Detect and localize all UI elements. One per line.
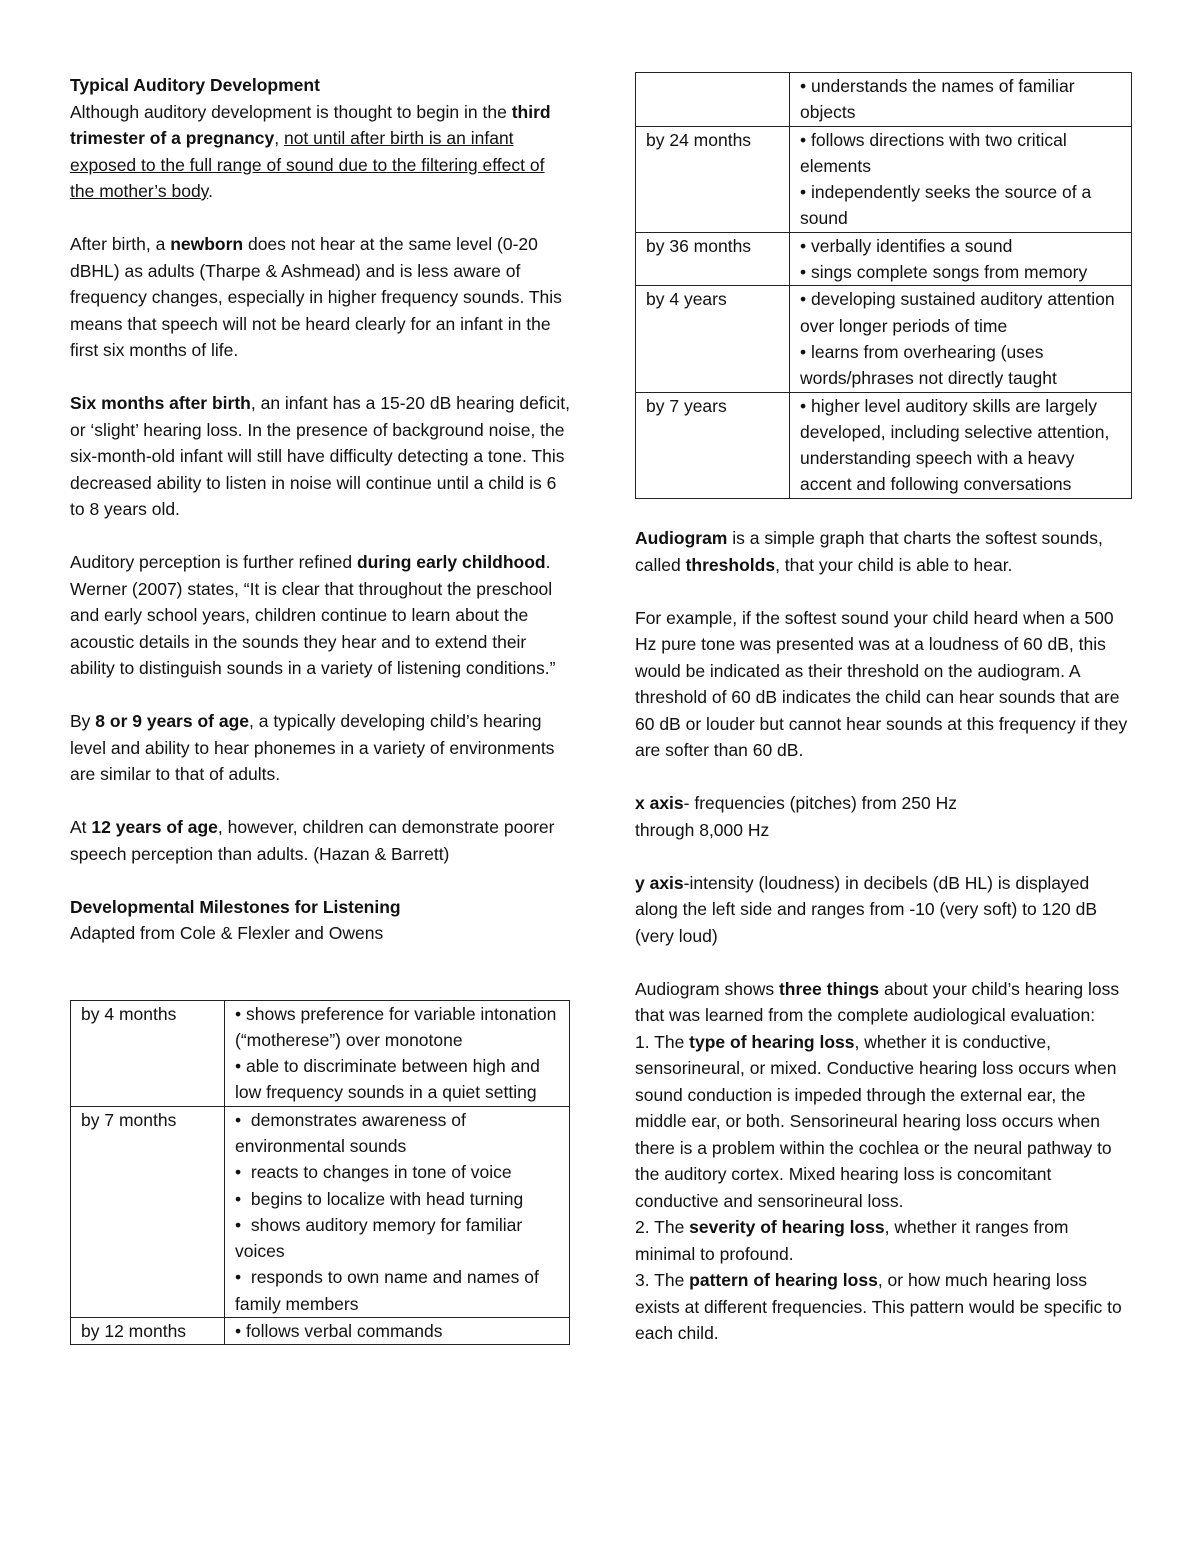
list-item: • follows verbal commands bbox=[235, 1318, 563, 1344]
list-item: • reacts to changes in tone of voice bbox=[235, 1159, 563, 1185]
milestones-cell bbox=[790, 126, 1132, 232]
list-item: • shows preference for variable intonation (“motherese”) over monotone bbox=[235, 1001, 563, 1054]
milestones-cell bbox=[790, 73, 1132, 127]
milestones-cell bbox=[225, 1318, 570, 1345]
age-cell bbox=[636, 73, 790, 127]
list-item-severity: 2. The severity of hearing loss, whether it ranges from minimal to profound. bbox=[635, 1217, 1069, 1264]
list-item: • higher level auditory skills are largely developed, including selective attention, understanding speech with a heavy accent and following conversations bbox=[800, 393, 1125, 498]
milestones-table-part1 bbox=[70, 1000, 570, 1346]
table-row bbox=[71, 1000, 570, 1106]
right-column bbox=[635, 72, 1132, 1347]
paragraph-three-things: Audiogram shows three things about your child’s hearing loss that was learned from the complete audiological evaluation: bbox=[635, 978, 1120, 1026]
milestones-cell bbox=[790, 286, 1132, 392]
paragraph-audiogram: Audiogram is a simple graph that charts the softest sounds, called thresholds, that your child is able to hear. bbox=[635, 528, 1103, 575]
table-row bbox=[636, 73, 1132, 127]
paragraph-prenatal: Although auditory development is thought to begin in the third trimester of a pregnancy, not until after birth is an infant exposed to the full range of sound due to the filtering effect of the mother’s body. bbox=[70, 101, 551, 201]
milestones-cell bbox=[790, 232, 1132, 286]
list-item: • sings complete songs from memory bbox=[800, 259, 1125, 285]
age-cell: by 24 months bbox=[636, 126, 790, 232]
milestones-cell bbox=[790, 392, 1132, 498]
list-item: • independently seeks the source of a sound bbox=[800, 179, 1125, 232]
age-cell: by 7 months bbox=[71, 1106, 225, 1317]
paragraph-x-axis: x axis- frequencies (pitches) from 250 Hz through 8,000 Hz bbox=[635, 793, 957, 840]
age-cell: by 36 months bbox=[636, 232, 790, 286]
paragraph-example: For example, if the softest sound your child heard when a 500 Hz pure tone was presented was at a loudness of 60 dB, this would be indicated as their threshold on the audiogram. A threshold of 60 dB indicates the child can hear sounds that are 60 dB or louder but cannot hear sounds at this frequency if they are softer than 60 dB. bbox=[635, 607, 1128, 761]
age-cell: by 7 years bbox=[636, 392, 790, 498]
list-item-type: 1. The type of hearing loss, whether it is conductive, sensorineural, or mixed. Conductive hearing loss occurs when sound conduction is impeded through the external ear, the middle ear, or both. Sensorineural hearing loss occurs when there is a problem within the cochlea or the neural pathway to the auditory cortex. Mixed hearing loss is concomitant conductive and sensorineural loss. bbox=[635, 1031, 1117, 1211]
milestones-cell bbox=[225, 1106, 570, 1317]
age-cell: by 4 months bbox=[71, 1000, 225, 1106]
table-row bbox=[71, 1318, 570, 1345]
table-row bbox=[636, 126, 1132, 232]
paragraph-12-years: At 12 years of age, however, children can demonstrate poorer speech perception than adults. (Hazan & Barrett) bbox=[70, 817, 555, 864]
list-item: • shows auditory memory for familiar voices bbox=[235, 1212, 563, 1265]
paragraph-8-9-years: By 8 or 9 years of age, a typically developing child’s hearing level and ability to hear phonemes in a variety of environments are similar to that of adults. bbox=[70, 711, 555, 784]
list-item: • demonstrates awareness of environmental sounds bbox=[235, 1107, 563, 1160]
left-column bbox=[70, 72, 570, 1345]
age-cell: by 12 months bbox=[71, 1318, 225, 1345]
list-item: • understands the names of familiar objects bbox=[800, 73, 1125, 126]
milestones-cell bbox=[225, 1000, 570, 1106]
list-item: • learns from overhearing (uses words/phrases not directly taught bbox=[800, 339, 1125, 392]
paragraph-six-months: Six months after birth, an infant has a 15-20 dB hearing deficit, or ‘slight’ hearing loss. In the presence of background noise, the six-month-old infant will still have difficulty detecting a tone. This decreased ability to listen in noise will continue until a child is 6 to 8 years old. bbox=[70, 393, 570, 519]
list-item: • able to discriminate between high and low frequency sounds in a quiet setting bbox=[235, 1053, 563, 1106]
table-row bbox=[636, 286, 1132, 392]
list-item: • responds to own name and names of family members bbox=[235, 1264, 563, 1317]
age-cell: by 4 years bbox=[636, 286, 790, 392]
list-item: • verbally identifies a sound bbox=[800, 233, 1125, 259]
paragraph-y-axis: y axis-intensity (loudness) in decibels (dB HL) is displayed along the left side and ranges from -10 (very soft) to 120 dB (very loud) bbox=[635, 872, 1098, 946]
milestones-table-part2 bbox=[635, 72, 1132, 499]
paragraph-early-childhood: Auditory perception is further refined during early childhood. Werner (2007) states, “It is clear that throughout the preschool and early school years, children continue to learn about the acoustic details in the sounds they hear and to extend their ability to distinguish sounds in a variety of listening conditions.” bbox=[70, 552, 556, 678]
list-item: • follows directions with two critical elements bbox=[800, 127, 1125, 180]
milestones-source: Adapted from Cole & Flexler and Owens bbox=[70, 923, 384, 943]
paragraph-newborn: After birth, a newborn does not hear at the same level (0-20 dBHL) as adults (Tharpe & Ashmead) and is less aware of frequency changes, especially in higher frequency sounds. This means that speech will not be heard clearly for an infant in the first six months of life. bbox=[70, 234, 562, 360]
table-row bbox=[636, 232, 1132, 286]
list-item-pattern: 3. The pattern of hearing loss, or how much hearing loss exists at different frequencies. This pattern would be specific to each child. bbox=[635, 1270, 1122, 1344]
list-item: • begins to localize with head turning bbox=[235, 1186, 563, 1212]
milestones-heading: Developmental Milestones for Listening bbox=[70, 896, 401, 917]
list-item: • developing sustained auditory attention over longer periods of time bbox=[800, 286, 1125, 339]
table-row bbox=[71, 1106, 570, 1317]
table-row bbox=[636, 392, 1132, 498]
section-heading: Typical Auditory Development bbox=[70, 75, 320, 95]
